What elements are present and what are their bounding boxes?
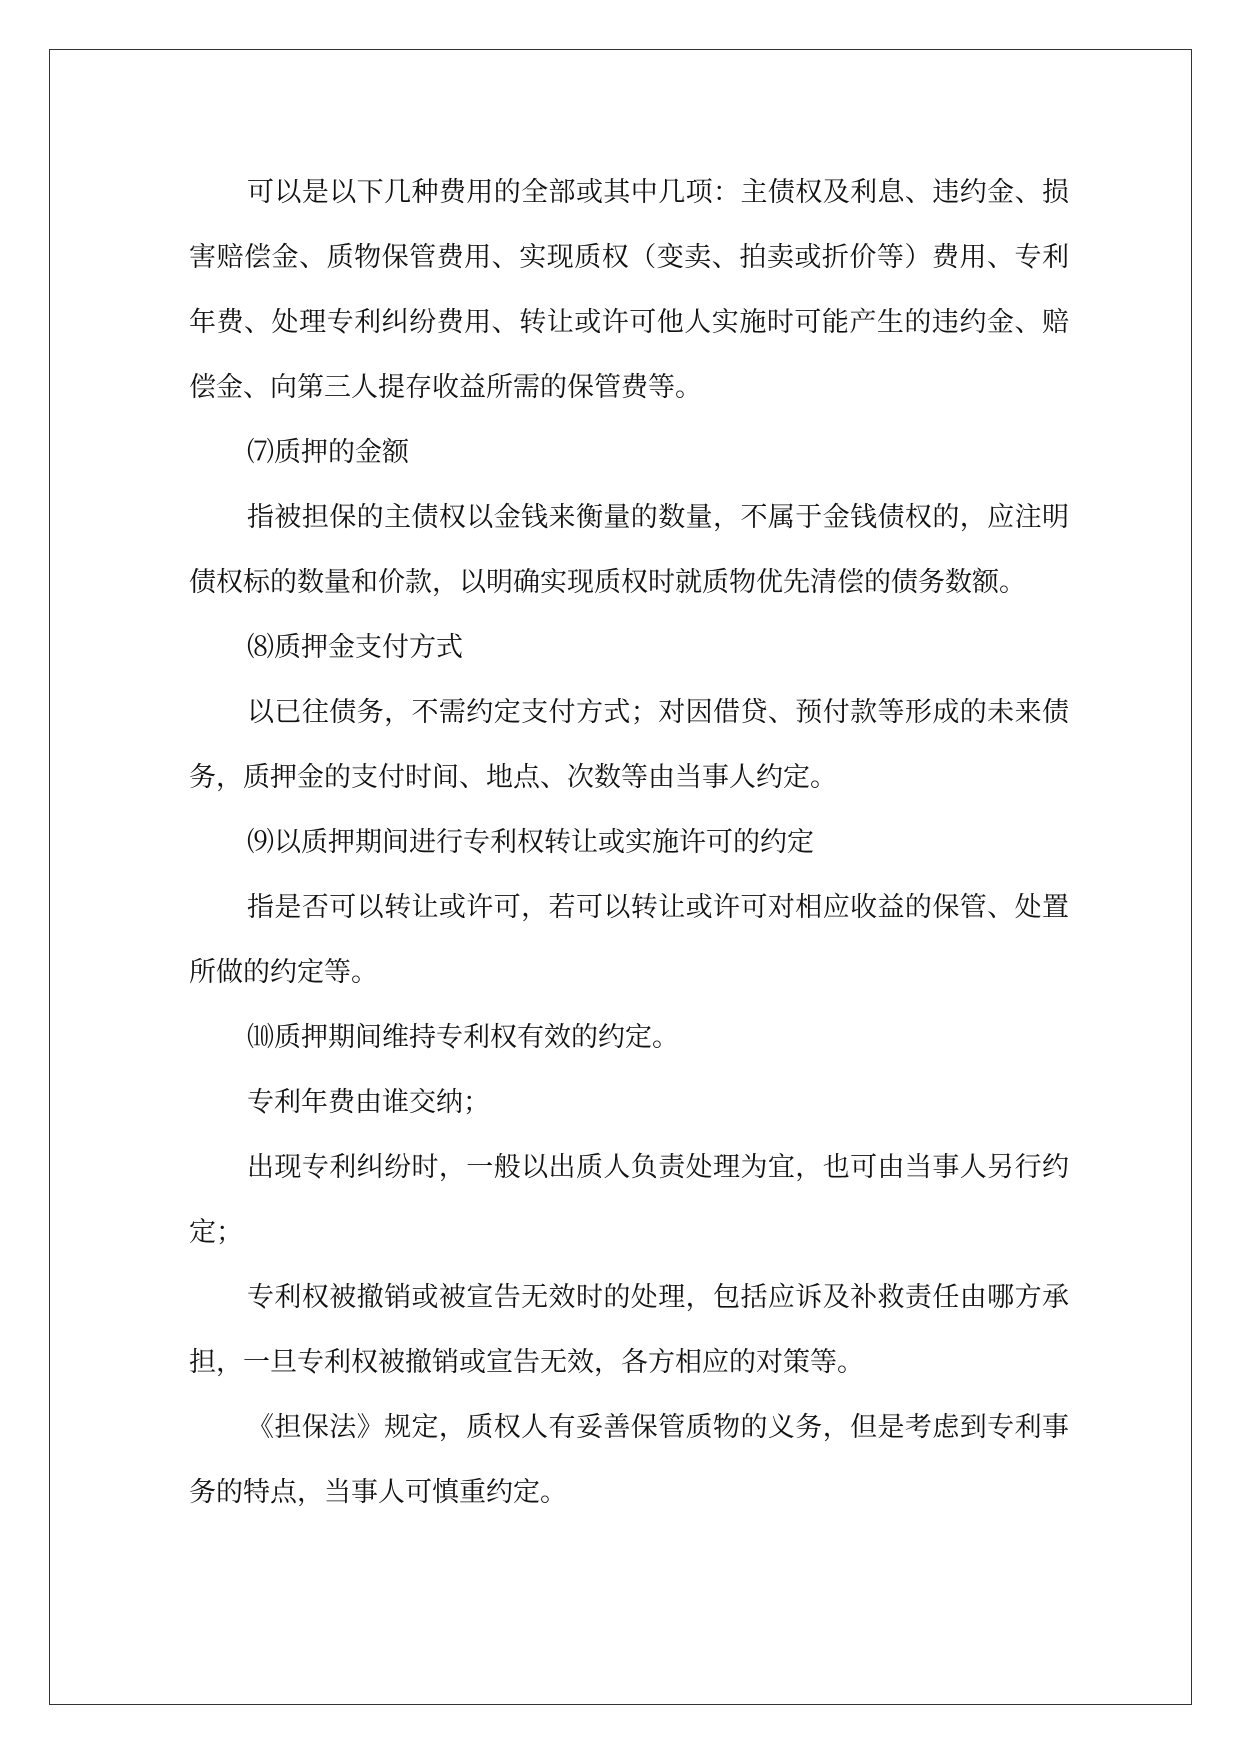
paragraph-guarantee-law: 《担保法》规定，质权人有妥善保管质物的义务，但是考虑到专利事务的特点，当事人可慎重约定。: [189, 1412, 1069, 1508]
heading-payment-method: ⑻质押金支付方式: [247, 632, 463, 663]
heading-transfer-license: ⑼以质押期间进行专利权转让或实施许可的约定: [247, 827, 814, 858]
paragraph-pledge-amount: 指被担保的主债权以金钱来衡量的数量，不属于金钱债权的，应注明债权标的数量和价款，以明确实现质权时就质物优先清偿的债务数额。: [189, 502, 1069, 598]
document-body: [189, 160, 1069, 1525]
paragraph-disputes: 出现专利纠纷时，一般以出质人负责处理为宜，也可由当事人另行约定；: [189, 1152, 1069, 1248]
heading-pledge-amount: ⑺质押的金额: [247, 437, 409, 468]
paragraph-annual-fee: 专利年费由谁交纳；: [247, 1087, 490, 1118]
paragraph-transfer-license: 指是否可以转让或许可，若可以转让或许可对相应收益的保管、处置所做的约定等。: [189, 892, 1069, 988]
paragraph-payment-method: 以已往债务，不需约定支付方式；对因借贷、预付款等形成的未来债务，质押金的支付时间、地点、次数等由当事人约定。: [189, 697, 1069, 793]
paragraph-revocation: 专利权被撤销或被宣告无效时的处理，包括应诉及补救责任由哪方承担，一旦专利权被撤销或宣告无效，各方相应的对策等。: [189, 1282, 1069, 1378]
paragraph-fee-scope: 可以是以下几种费用的全部或其中几项：主债权及利息、违约金、损害赔偿金、质物保管费用、实现质权（变卖、拍卖或折价等）费用、专利年费、处理专利纠纷费用、转让或许可他人实施时可能产生的违约金、赔偿金、向第三人提存收益所需的保管费等。: [189, 177, 1069, 403]
heading-maintain-validity: ⑽质押期间维持专利权有效的约定。: [247, 1022, 679, 1053]
